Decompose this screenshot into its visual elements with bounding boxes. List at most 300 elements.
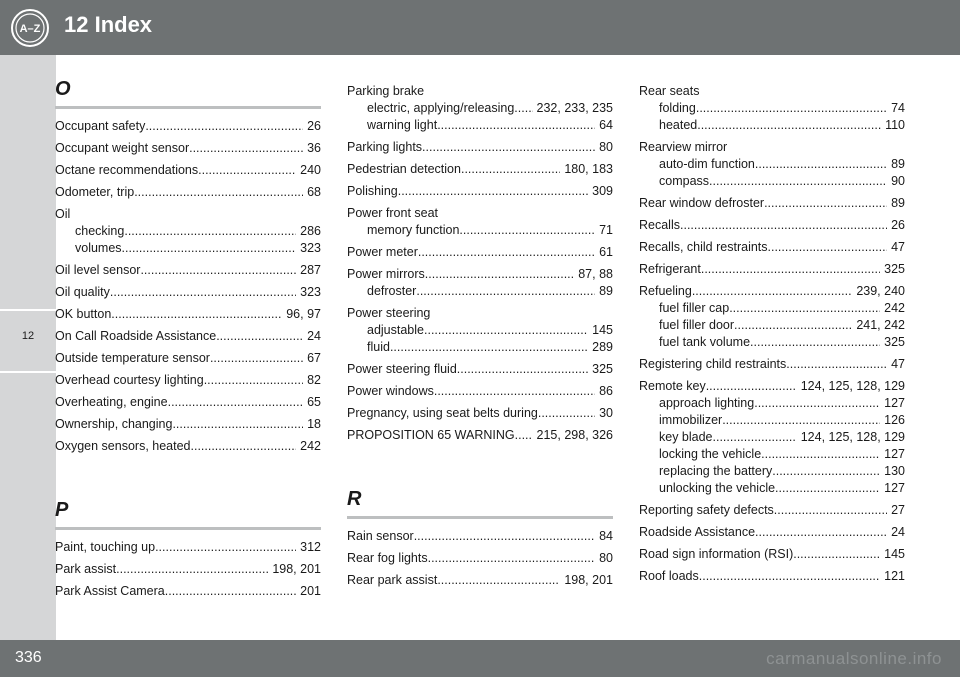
entry-page: 82 xyxy=(307,372,321,387)
index-entry xyxy=(55,580,321,602)
entry-page: 121 xyxy=(884,568,905,583)
index-entry xyxy=(55,536,321,558)
entry-page: 36 xyxy=(307,140,321,155)
entry-label: Roof loads xyxy=(639,568,699,583)
entry-page: 242 xyxy=(884,300,905,315)
entry-page: 24 xyxy=(891,524,905,539)
page-title: 12 Index xyxy=(64,12,153,37)
dot-leader xyxy=(414,528,595,545)
chapter-tab-label: 12 xyxy=(21,330,35,342)
entry-line xyxy=(639,283,905,300)
entry-line xyxy=(55,328,321,345)
entry-page: 18 xyxy=(307,416,321,431)
entry-label: Recalls, child restraints xyxy=(639,239,768,254)
side-tab-divider xyxy=(0,309,56,311)
entry-page: 145 xyxy=(884,546,905,561)
entry-label: compass xyxy=(659,173,710,188)
entry-label: Oil quality xyxy=(55,284,110,299)
entry-page: 89 xyxy=(891,195,905,210)
section-gap xyxy=(55,457,321,499)
entry-label: folding xyxy=(659,100,696,115)
dot-leader xyxy=(422,139,595,156)
dot-leader xyxy=(734,317,852,334)
index-entry xyxy=(347,402,613,424)
entry-label: Rain sensor xyxy=(347,528,414,543)
entry-line xyxy=(55,416,321,433)
entry-page: 89 xyxy=(599,283,613,298)
a-z-index-icon xyxy=(10,8,50,48)
dot-leader xyxy=(145,118,303,135)
entry-label: Roadside Assistance xyxy=(639,524,756,539)
entry-label: Power steering xyxy=(347,305,431,320)
dot-leader xyxy=(165,583,296,600)
svg-text:A–Z: A–Z xyxy=(19,23,41,35)
entry-label: replacing the battery xyxy=(659,463,773,478)
entry-label: volumes xyxy=(75,240,122,255)
entry-line xyxy=(347,244,613,261)
entry-label: Power front seat xyxy=(347,205,439,220)
index-entry xyxy=(55,181,321,203)
dot-leader xyxy=(418,244,595,261)
index-entry xyxy=(639,136,905,192)
dot-leader xyxy=(696,100,887,117)
index-entry xyxy=(639,353,905,375)
entry-label: Road sign information (RSI) xyxy=(639,546,794,561)
entry-line xyxy=(347,266,613,283)
index-entry xyxy=(347,302,613,358)
index-entry xyxy=(639,280,905,353)
entry-label: Rearview mirror xyxy=(639,139,728,154)
entry-line xyxy=(347,383,613,400)
entry-page: 24 xyxy=(307,328,321,343)
dot-leader xyxy=(122,240,297,257)
entry-label: Octane recommendations xyxy=(55,162,199,177)
dot-leader xyxy=(437,117,595,134)
entry-label: Registering child restraints xyxy=(639,356,787,371)
subentry-line xyxy=(639,334,905,351)
dot-leader xyxy=(124,223,296,240)
entry-label: On Call Roadside Assistance xyxy=(55,328,217,343)
section-letter: O xyxy=(55,78,71,100)
subentry-line xyxy=(639,446,905,463)
page-number: 336 xyxy=(15,649,42,666)
entry-label: Park assist xyxy=(55,561,117,576)
entry-page: 289 xyxy=(592,339,613,354)
entry-label: Rear window defroster xyxy=(639,195,765,210)
subentry-line xyxy=(55,223,321,240)
dot-leader xyxy=(729,300,880,317)
entry-label: memory function xyxy=(367,222,460,237)
dot-leader xyxy=(786,356,887,373)
entry-label: locking the vehicle xyxy=(659,446,762,461)
dot-leader xyxy=(390,339,588,356)
index-entry xyxy=(347,358,613,380)
dot-leader xyxy=(680,217,887,234)
subentry-line xyxy=(639,100,905,117)
dot-leader xyxy=(434,383,595,400)
entry-label: Recalls xyxy=(639,217,680,232)
entry-line xyxy=(55,262,321,279)
section-gap xyxy=(347,446,613,488)
subentry-line xyxy=(347,117,613,134)
entry-label: Overheating, engine xyxy=(55,394,168,409)
section-rule xyxy=(55,106,321,109)
entry-page: 180, 183 xyxy=(564,161,613,176)
entry-line xyxy=(55,162,321,179)
entry-page: 26 xyxy=(891,217,905,232)
index-entry xyxy=(347,263,613,302)
entry-page: 232, 233, 235 xyxy=(536,100,613,115)
entry-label: Pedestrian detection xyxy=(347,161,461,176)
dot-leader xyxy=(755,156,887,173)
entry-line xyxy=(639,502,905,519)
index-entry xyxy=(55,281,321,303)
index-entry xyxy=(347,380,613,402)
watermark: carmanualsonline.info xyxy=(766,649,942,668)
dot-leader xyxy=(764,195,887,212)
index-column-3 xyxy=(639,80,905,587)
entry-label: fuel filler cap xyxy=(659,300,730,315)
entry-page: 89 xyxy=(891,156,905,171)
entry-label: Power windows xyxy=(347,383,434,398)
index-entry xyxy=(55,558,321,580)
side-tab-divider xyxy=(0,371,56,373)
index-entry xyxy=(639,375,905,499)
entry-label: fuel filler door xyxy=(659,317,735,332)
entry-line xyxy=(55,350,321,367)
entry-line xyxy=(55,184,321,201)
subentry-line xyxy=(347,339,613,356)
dot-leader xyxy=(191,438,297,455)
entry-line xyxy=(55,561,321,578)
entry-label: heated xyxy=(659,117,698,132)
entry-page: 90 xyxy=(891,173,905,188)
index-entry xyxy=(639,236,905,258)
dot-leader xyxy=(398,183,588,200)
entry-page: 126 xyxy=(884,412,905,427)
entry-label: Overhead courtesy lighting xyxy=(55,372,204,387)
entry-line xyxy=(639,83,905,100)
entry-line xyxy=(347,361,613,378)
index-entry xyxy=(347,241,613,263)
index-entry xyxy=(347,136,613,158)
entry-line xyxy=(639,239,905,256)
dot-leader xyxy=(722,412,880,429)
entry-line xyxy=(55,438,321,455)
entry-label: Rear fog lights xyxy=(347,550,428,565)
entry-page: 71 xyxy=(599,222,613,237)
dot-leader xyxy=(189,140,303,157)
entry-page: 87, 88 xyxy=(578,266,613,281)
dot-leader xyxy=(457,361,588,378)
entry-label: defroster xyxy=(367,283,417,298)
entry-label: Parking brake xyxy=(347,83,425,98)
entry-line xyxy=(55,372,321,389)
index-entry xyxy=(55,391,321,413)
subentry-line xyxy=(639,395,905,412)
subentry-line xyxy=(347,283,613,300)
entry-line xyxy=(55,539,321,556)
dot-leader xyxy=(775,480,880,497)
dot-leader xyxy=(761,446,880,463)
entry-page: 287 xyxy=(300,262,321,277)
dot-leader xyxy=(701,261,880,278)
section-letter: P xyxy=(55,499,69,521)
entry-page: 30 xyxy=(599,405,613,420)
dot-leader xyxy=(198,162,296,179)
page-footer xyxy=(0,640,960,677)
index-column-2 xyxy=(347,80,613,591)
section-rule xyxy=(347,516,613,519)
dot-leader xyxy=(428,550,595,567)
dot-leader xyxy=(461,161,560,178)
entry-label: Power meter xyxy=(347,244,418,259)
entry-label: Power mirrors xyxy=(347,266,425,281)
entry-line xyxy=(55,118,321,135)
subentry-line xyxy=(55,240,321,257)
entry-line xyxy=(639,195,905,212)
dot-leader xyxy=(755,524,887,541)
entry-page: 242 xyxy=(300,438,321,453)
entry-line xyxy=(639,378,905,395)
index-entry xyxy=(639,192,905,214)
index-entry xyxy=(639,214,905,236)
entry-label: Remote key xyxy=(639,378,706,393)
entry-label: checking xyxy=(75,223,125,238)
entry-page: 201 xyxy=(300,583,321,598)
entry-line xyxy=(347,305,613,322)
dot-leader xyxy=(155,539,296,556)
subentry-line xyxy=(639,173,905,190)
entry-label: fluid xyxy=(367,339,390,354)
index-column-1 xyxy=(55,78,321,602)
index-entry xyxy=(347,202,613,241)
entry-line xyxy=(55,394,321,411)
entry-line xyxy=(639,139,905,156)
entry-line xyxy=(347,427,613,444)
subentry-line xyxy=(347,222,613,239)
entry-label: Polishing xyxy=(347,183,398,198)
entry-page: 80 xyxy=(599,139,613,154)
index-entry xyxy=(55,259,321,281)
entry-page: 124, 125, 128, 129 xyxy=(800,378,905,393)
dot-leader xyxy=(140,262,296,279)
entry-line xyxy=(639,546,905,563)
entry-line xyxy=(55,284,321,301)
entry-page: 145 xyxy=(592,322,613,337)
entry-page: 241, 242 xyxy=(856,317,905,332)
index-entry xyxy=(55,435,321,457)
entry-label: Park Assist Camera xyxy=(55,583,165,598)
entry-page: 47 xyxy=(891,239,905,254)
index-entry xyxy=(347,180,613,202)
subentry-line xyxy=(639,480,905,497)
entry-line xyxy=(347,139,613,156)
index-entry xyxy=(639,543,905,565)
entry-page: 64 xyxy=(599,117,613,132)
entry-label: immobilizer xyxy=(659,412,723,427)
section-rule xyxy=(55,527,321,530)
entry-page: 127 xyxy=(884,480,905,495)
entry-label: Paint, touching up xyxy=(55,539,156,554)
index-entry xyxy=(55,115,321,137)
index-entry xyxy=(55,137,321,159)
entry-label: Occupant weight sensor xyxy=(55,140,190,155)
entry-label: Oil level sensor xyxy=(55,262,141,277)
index-entry xyxy=(639,80,905,136)
index-entry xyxy=(55,369,321,391)
entry-page: 110 xyxy=(885,117,905,132)
entry-line xyxy=(347,572,613,589)
entry-page: 323 xyxy=(300,284,321,299)
subentry-line xyxy=(347,100,613,117)
subentry-line xyxy=(639,156,905,173)
index-entry xyxy=(55,325,321,347)
index-entry xyxy=(55,303,321,325)
dot-leader xyxy=(172,416,303,433)
dot-leader xyxy=(111,306,282,323)
entry-page: 96, 97 xyxy=(286,306,321,321)
dot-leader xyxy=(216,328,303,345)
index-entry xyxy=(347,525,613,547)
entry-line xyxy=(639,261,905,278)
entry-label: fuel tank volume xyxy=(659,334,751,349)
entry-line xyxy=(347,550,613,567)
entry-page: 86 xyxy=(599,383,613,398)
subentry-line xyxy=(639,429,905,446)
dot-leader xyxy=(692,283,853,300)
entry-label: Refueling xyxy=(639,283,692,298)
entry-label: Reporting safety defects xyxy=(639,502,774,517)
entry-line xyxy=(639,217,905,234)
dot-leader xyxy=(134,184,303,201)
entry-page: 47 xyxy=(891,356,905,371)
entry-label: PROPOSITION 65 WARNING.. xyxy=(347,427,522,442)
entry-page: 80 xyxy=(599,550,613,565)
entry-page: 215, 298, 326 xyxy=(536,427,613,442)
section-letter: R xyxy=(347,488,362,510)
subentry-line xyxy=(639,463,905,480)
entry-label: Power steering fluid xyxy=(347,361,457,376)
entry-label: adjustable xyxy=(367,322,424,337)
dot-leader xyxy=(424,322,588,339)
index-entry xyxy=(639,521,905,543)
entry-label: Pregnancy, using seat belts during xyxy=(347,405,538,420)
entry-page: 130 xyxy=(884,463,905,478)
entry-page: 309 xyxy=(592,183,613,198)
entry-label: approach lighting xyxy=(659,395,755,410)
dot-leader xyxy=(699,568,880,585)
entry-label: key blade xyxy=(659,429,713,444)
entry-line xyxy=(639,356,905,373)
subentry-line xyxy=(639,317,905,334)
entry-page: 127 xyxy=(884,446,905,461)
entry-page: 27 xyxy=(891,502,905,517)
entry-page: 198, 201 xyxy=(272,561,321,576)
dot-leader xyxy=(793,546,880,563)
dot-leader xyxy=(522,427,533,444)
index-entry xyxy=(347,569,613,591)
subentry-line xyxy=(639,412,905,429)
entry-page: 240 xyxy=(300,162,321,177)
entry-label: Occupant safety xyxy=(55,118,146,133)
dot-leader xyxy=(713,429,797,446)
entry-label: Oil xyxy=(55,206,71,221)
subentry-line xyxy=(347,322,613,339)
dot-leader xyxy=(697,117,881,134)
entry-page: 312 xyxy=(300,539,321,554)
entry-page: 68 xyxy=(307,184,321,199)
dot-leader xyxy=(116,561,268,578)
dot-leader xyxy=(210,350,303,367)
entry-line xyxy=(347,405,613,422)
index-entry xyxy=(55,159,321,181)
entry-label: Refrigerant xyxy=(639,261,701,276)
entry-line xyxy=(55,140,321,157)
entry-line xyxy=(55,306,321,323)
dot-leader xyxy=(168,394,304,411)
entry-label: Rear seats xyxy=(639,83,700,98)
entry-line xyxy=(347,528,613,545)
entry-label: auto-dim function xyxy=(659,156,755,171)
dot-leader xyxy=(110,284,296,301)
dot-leader xyxy=(750,334,880,351)
entry-page: 61 xyxy=(599,244,613,259)
dot-leader xyxy=(425,266,574,283)
entry-label: Rear park assist xyxy=(347,572,438,587)
entry-page: 325 xyxy=(884,334,905,349)
entry-page: 198, 201 xyxy=(564,572,613,587)
entry-page: 26 xyxy=(307,118,321,133)
dot-leader xyxy=(754,395,880,412)
dot-leader xyxy=(459,222,595,239)
entry-page: 74 xyxy=(891,100,905,115)
entry-page: 67 xyxy=(307,350,321,365)
entry-page: 124, 125, 128, 129 xyxy=(800,429,905,444)
dot-leader xyxy=(709,173,887,190)
entry-label: electric, applying/releasing. xyxy=(367,100,518,115)
dot-leader xyxy=(204,372,303,389)
entry-label: unlocking the vehicle xyxy=(659,480,776,495)
entry-page: 325 xyxy=(592,361,613,376)
index-entry xyxy=(639,565,905,587)
entry-page: 127 xyxy=(884,395,905,410)
dot-leader xyxy=(538,405,595,422)
entry-label: Oxygen sensors, heated xyxy=(55,438,191,453)
entry-label: Odometer, trip xyxy=(55,184,135,199)
entry-page: 286 xyxy=(300,223,321,238)
dot-leader xyxy=(416,283,595,300)
dot-leader xyxy=(772,463,880,480)
entry-line xyxy=(55,583,321,600)
page-header xyxy=(0,0,960,55)
entry-label: Ownership, changing xyxy=(55,416,173,431)
entry-line xyxy=(639,524,905,541)
index-entry xyxy=(347,80,613,136)
entry-line xyxy=(347,161,613,178)
index-entry xyxy=(347,158,613,180)
entry-page: 325 xyxy=(884,261,905,276)
dot-leader xyxy=(768,239,888,256)
entry-label: OK button xyxy=(55,306,112,321)
dot-leader xyxy=(518,100,533,117)
index-entry xyxy=(55,347,321,369)
index-entry xyxy=(55,413,321,435)
entry-page: 84 xyxy=(599,528,613,543)
entry-label: Parking lights xyxy=(347,139,423,154)
index-entry xyxy=(347,547,613,569)
subentry-line xyxy=(639,300,905,317)
